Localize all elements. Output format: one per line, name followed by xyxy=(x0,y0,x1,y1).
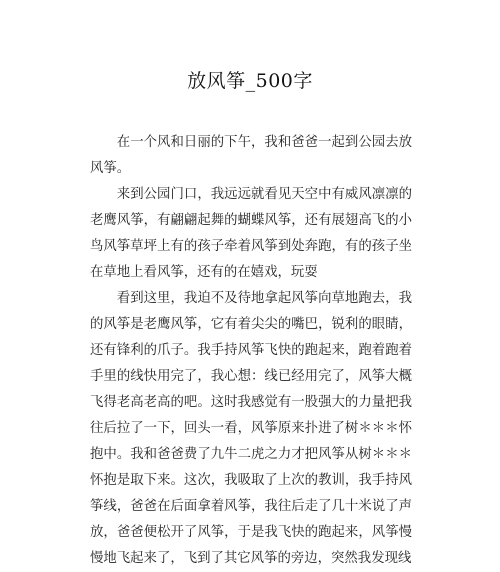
document-body xyxy=(90,130,412,572)
paragraph-2: 来到公园门口，我远远就看见天空中有威风凛凛的老鹰风筝，有翩翩起舞的蝴蝶风筝，还有展翅高飞的小鸟风筝草坪上有的孩子牵着风筝到处奔跑，有的孩子坐在草地上看风筝，还有的在嬉戏，玩耍 xyxy=(90,187,412,280)
paragraph-1: 在一个风和日丽的下午，我和爸爸一起到公园去放风筝。 xyxy=(90,135,412,176)
paragraph-3: 看到这里，我迫不及待地拿起风筝向草地跑去，我的风筝是老鹰风筝，它有着尖尖的嘴巴，锐利的眼睛，还有锋利的爪子。我手持风筝飞快的跑起来，跑着跑着手里的线快用完了，我心想：线已经用完了，风筝大概飞得老高老高的吧。这时我感觉有一股强大的力量把我往后拉了一下，回头一看，风筝原来扑进了树＊＊＊怀抱中。我和爸爸费了九牛二虎之力才把风筝从树＊＊＊怀抱是取下来。这次，我吸取了上次的教训，我手持风筝线，爸爸在后面拿着风筝，我往后走了几十米说了声放，爸爸便松开了风筝，于是我飞快的跑起来，风筝慢慢地飞起来了，飞到了其它风筝的旁边，突然我发现线 xyxy=(90,291,412,566)
document-title: 放风筝_500字 xyxy=(187,70,313,92)
